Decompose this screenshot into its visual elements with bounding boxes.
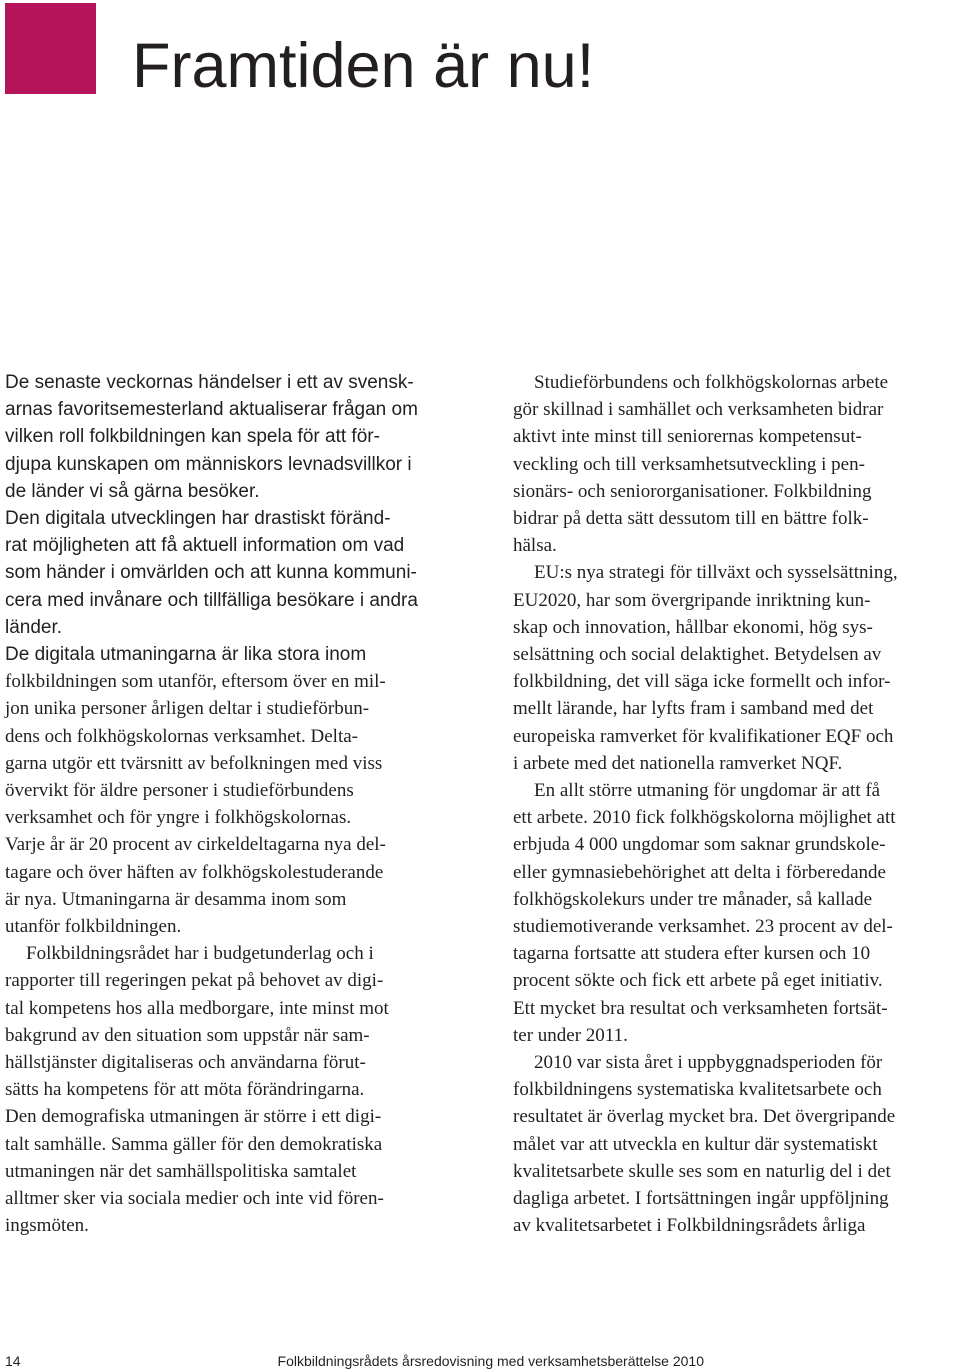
- text-line: tagarna fortsatte att studera efter kursen och 10: [513, 943, 871, 965]
- text-line: ter under 2011.: [513, 1024, 628, 1046]
- text-line: studiemotiverande verksamhet. 23 procent av del-: [513, 916, 893, 938]
- text-line: länder.: [5, 616, 63, 638]
- text-line: alltmer sker via sociala medier och inte vid fören-: [5, 1188, 384, 1210]
- text-line: talt samhälle. Samma gäller för den demokratiska: [5, 1133, 383, 1155]
- text-line: folkbildningen som utanför, eftersom över en mil-: [5, 671, 386, 693]
- text-line: skap och innovation, hållbar ekonomi, hög sys-: [513, 616, 873, 638]
- text-line: procent sökte och fick ett arbete på eget initiativ.: [513, 970, 883, 992]
- text-line: sätts ha kompetens för att möta förändringarna.: [5, 1079, 365, 1101]
- text-line: resultatet är överlag mycket bra. Det övergripande: [513, 1106, 896, 1128]
- left-column: [5, 369, 457, 1240]
- text-line: gör skillnad i samhället och verksamheten bidrar: [513, 399, 884, 421]
- text-line: övervikt för äldre personer i studieförbundens: [5, 780, 354, 802]
- text-line: veckling och till verksamhetsutveckling i pen-: [513, 453, 865, 475]
- text-line: EU2020, har som övergripande inriktning kun-: [513, 589, 871, 611]
- text-line: Den digitala utvecklingen har drastiskt föränd-: [5, 508, 391, 530]
- accent-square: [5, 3, 96, 94]
- text-line: rapporter till regeringen pekat på behovet av digi-: [5, 970, 384, 992]
- text-line: bidrar på detta sätt dessutom till en bättre folk-: [513, 508, 869, 530]
- text-line: de länder vi så gärna besöker.: [5, 480, 260, 502]
- left-column-serif-block: [5, 668, 457, 1239]
- text-line: 2010 var sista året i uppbyggnadsperioden för: [534, 1052, 883, 1074]
- text-line: tal kompetens hos alla medborgare, inte minst mot: [5, 997, 389, 1019]
- text-line: folkbildning, det vill säga icke formellt och infor-: [513, 671, 891, 693]
- text-line: mellt lärande, har lyfts fram i samband med det: [513, 698, 874, 720]
- text-line: kvalitetsarbete skulle ses som en naturlig del i det: [513, 1160, 891, 1182]
- text-line: selsättning och social delaktighet. Betydelsen av: [513, 644, 882, 666]
- text-line: utmaningen när det samhällspolitiska samtalet: [5, 1160, 357, 1182]
- right-column: [513, 369, 960, 1240]
- text-line: hälsa.: [513, 535, 557, 557]
- text-line: Varje år är 20 procent av cirkeldeltagarna nya del-: [5, 834, 386, 856]
- page-number: 14: [5, 1353, 21, 1369]
- text-line: sionärs- och seniororganisationer. Folkbildning: [513, 480, 872, 502]
- text-line: vilken roll folkbildningen kan spela för att för-: [5, 426, 380, 448]
- text-line: De senaste veckornas händelser i ett av svensk-: [5, 372, 414, 393]
- text-line: hällstjänster digitaliseras och användarna förut-: [5, 1052, 366, 1074]
- text-line: arnas favoritsemesterland aktualiserar frågan om: [5, 399, 418, 421]
- running-footer: Folkbildningsrådets årsredovisning med verksamhetsberättelse 2010: [277, 1353, 704, 1369]
- text-line: ingsmöten.: [5, 1215, 89, 1237]
- text-line: jon unika personer årligen deltar i studieförbun-: [5, 698, 370, 720]
- text-line: folkbildningens systematiska kvalitetsarbete och: [513, 1079, 882, 1101]
- text-line: eller gymnasiebehörighet att delta i förberedande: [513, 861, 886, 883]
- text-line: garna utgör ett tvärsnitt av befolkningen med viss: [5, 752, 383, 774]
- text-line: Ett mycket bra resultat och verksamheten fortsät-: [513, 997, 888, 1019]
- text-line: djupa kunskapen om människors levnadsvillkor i: [5, 453, 412, 475]
- text-line: Studieförbundens och folkhögskolornas arbete: [534, 372, 889, 393]
- text-line: rat möjligheten att få aktuell information om vad: [5, 535, 405, 557]
- text-line: målet var att utveckla en kultur där systematiskt: [513, 1133, 878, 1155]
- text-line: Folkbildningsrådet har i budgetunderlag och i: [26, 943, 374, 965]
- text-line: dens och folkhögskolornas verksamhet. Delta-: [5, 725, 358, 747]
- text-line: utanför folkbildningen.: [5, 916, 182, 938]
- text-line: aktivt inte minst till seniorernas kompetensut-: [513, 426, 862, 448]
- text-line: bakgrund av den situation som uppstår när sam-: [5, 1024, 370, 1046]
- left-column-sans-block: [5, 369, 457, 668]
- text-line: tagare och över häften av folkhögskolestuderande: [5, 861, 384, 883]
- page-title: Framtiden är nu!: [132, 31, 595, 101]
- text-line: dagliga arbetet. I fortsättningen ingår uppföljning: [513, 1188, 889, 1210]
- text-line: verksamhet och för yngre i folkhögskolornas.: [5, 807, 352, 829]
- text-line: De digitala utmaningarna är lika stora inom: [5, 644, 367, 666]
- text-line: europeiska ramverket för kvalifikationer EQF och: [513, 725, 894, 747]
- text-line: Den demografiska utmaningen är större i ett digi-: [5, 1106, 382, 1128]
- text-line: folkhögskolekurs under tre månader, så kallade: [513, 888, 873, 910]
- text-line: i arbete med det nationella ramverket NQF.: [513, 752, 843, 774]
- text-line: av kvalitetsarbetet i Folkbildningsrådets årliga: [513, 1215, 866, 1237]
- text-line: som händer i omvärlden och att kunna kommuni-: [5, 562, 417, 584]
- text-line: En allt större utmaning för ungdomar är att få: [534, 780, 881, 802]
- text-line: är nya. Utmaningarna är desamma inom som: [5, 888, 347, 910]
- text-line: ett arbete. 2010 fick folkhögskolorna möjlighet att: [513, 807, 896, 829]
- text-line: EU:s nya strategi för tillväxt och sysselsättning,: [534, 562, 898, 584]
- text-line: cera med invånare och tillfälliga besökare i andra: [5, 589, 418, 611]
- text-line: erbjuda 4 000 ungdomar som saknar grundskole-: [513, 834, 886, 856]
